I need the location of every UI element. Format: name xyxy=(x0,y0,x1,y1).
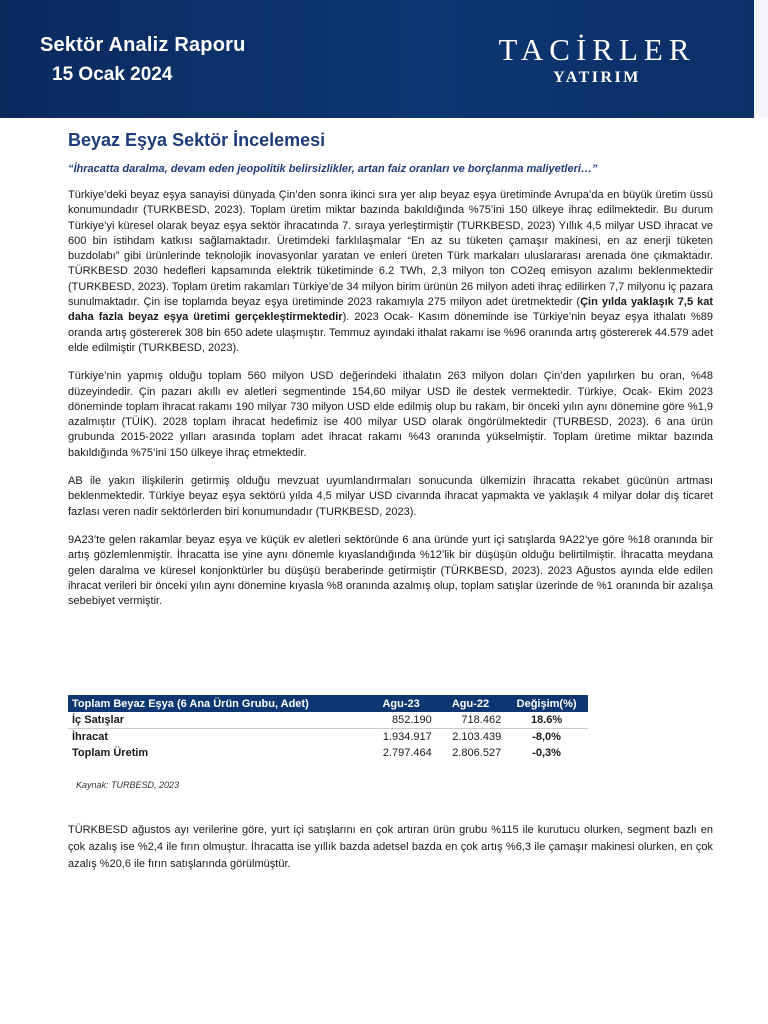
cell-value: 718.462 xyxy=(436,712,505,729)
report-type-title: Sektör Analiz Raporu xyxy=(40,34,246,56)
paragraph-2: Türkiye’nin yapmış olduğu toplam 560 milyon USD değerindeki ithalatın 263 milyon doları Çin’den yapılırken bu oran, %48 düzeyindedir. Çin pazarı akıllı ev aletleri segmentinde 154,60 milyar USD ile destek vermektedir. Türkiye, Ocak- Ekim 2023 döneminde toplam ihracat rakamı 190 milyar 730 milyon USD elde edilmiş olup bu rakam, bir önceki yılın aynı dönemine göre %1,9 azalmıştır (TÜİK). 2028 toplam ihracat hedefimiz ise 400 milyar USD olarak öngörülmektedir (TURBESD, 2023). 6 ana ürün grubunda 2015-2022 yılları arasında toplam adet ihracat rakamı %43 oranında yükselmiştir. Toplam üretime miktar bazında bakıldığında %75’ini 150 ülkeye ihraç etmektedir. xyxy=(68,370,713,459)
table-source: Kaynak: TURBESD, 2023 xyxy=(76,780,180,790)
table-row xyxy=(68,729,588,746)
table-header: Agu-23 xyxy=(366,695,435,712)
production-table xyxy=(68,695,588,761)
logo-sub-text: YATIRIM xyxy=(553,69,641,86)
page-title: Beyaz Eşya Sektör İncelemesi xyxy=(68,130,326,150)
paragraph-1: Türkiye’deki beyaz eşya sanayisi dünyada Çin’den sonra ikinci sıra yer alıp beyaz eşya üretiminde Avrupa’da en büyük üretim üssü konumundadır (TURKBESD, 2023). Toplam üretim miktar bazında bakıldığında %75’ini 150 ülkeye ihraç edilmektedir. Bu durum Türkiye’yi küresel olarak beyaz eşya sektör ihracatında 7. sıraya yerleştirmiştir (TURKBESD, 2023) Yıllık 4,5 milyar USD ihracat ve 600 bin istihdam katkısı sağlamaktadır. Üretimdeki farklılaşmalar “En az su tüketen çamaşır makinesi, en az enerji tüketen buzdolabı” gibi ürünlerinde teknolojik inovasyonlar yaratan ve enleri üreten Türk markaları uluslararası arenada öne çıkmaktadır. TÜRKBESD 2030 hedefleri kapsamında elektrik tüketiminde 6.2 TWh, 2,3 milyon ton CO2eq emisyon azalımı beklenmektedir (TURKBESD, 2023). Toplam üretim rakamları Türkiye’de 34 milyon birim ürünün 26 milyon adeti ihraç edilirken 7,7 milyonu iç pazara sunulmaktadır. Çin ise toplamda beyaz eşya üretiminde 2023 rakamıyla 275 milyon adet üretmektedir (Çin yılda yaklaşık 7,5 kat daha fazla beyaz eşya üretimi gerçekleştirmektedir). 2023 Ocak- Kasım döneminde ise Türkiye’nin beyaz eşya ithalatı %89 oranda artış göstererek 308 bin 650 adete ulaşmıştır. Temmuz ayındaki ithalat rakamı ise %96 oranında artış göstererek 44.579 adet elde edilmiştir (TURKBESD, 2023). xyxy=(68,189,713,354)
summary-quote: “İhracatta daralma, devam eden jeopolitik belirsizlikler, artan faiz oranları ve borçlanma maliyetleri…” xyxy=(68,163,598,175)
report-date: 15 Ocak 2024 xyxy=(52,64,173,85)
cell-value: 2.797.464 xyxy=(382,747,432,759)
row-label: İç Satışlar xyxy=(68,712,366,729)
paragraph-3: AB ile yakın ilişkilerin getirmiş olduğu mevzuat uyumlandırmaları sonucunda ülkemizin ihracatta rekabet gücünün artması beklenmektedir. Türkiye beyaz eşya sektörü yılda 4,5 milyar USD civarında ihracat yapmakta ve yaklaşık 4 milyar dolar dış ticaret fazlası veren nadir sektörlerden biri konumundadır (TURKBESD, 2023). xyxy=(68,475,713,518)
cell-change: -0,3% xyxy=(532,747,561,759)
data-table-wrapper xyxy=(68,695,588,761)
table-row xyxy=(68,745,588,761)
company-logo xyxy=(462,34,732,88)
report-header xyxy=(0,0,768,118)
row-label: Toplam Üretim xyxy=(72,747,149,759)
report-body xyxy=(68,188,713,622)
table-row xyxy=(68,712,588,729)
table-header: Toplam Beyaz Eşya (6 Ana Ürün Grubu, Adet) xyxy=(68,695,366,712)
table-header: Değişim(%) xyxy=(505,695,588,712)
cell-value: 2.103.439 xyxy=(452,731,502,743)
row-label: İhracat xyxy=(72,731,109,743)
paragraph-5: TÜRKBESD ağustos ayı verilerine göre, yurt içi satışlarını en çok artıran ürün grubu %115 ile kurutucu olurken, segment bazlı en çok azalış ise %2,4 ile fırın olmuştur. İhracatta ise yıllık bazda adetsel bazda en çok artış %6,3 ile çamaşır makinesi olurken, en çok azalış %20,6 ile fırın satışlarında görülmüştür. xyxy=(68,824,713,870)
table-header-row xyxy=(68,695,588,712)
highlight-text: Çin yılda yaklaşık 7,5 kat daha fazla beyaz eşya üretimi gerçekleştirmektedir xyxy=(68,296,713,324)
cell-value: 1.934.917 xyxy=(382,731,432,743)
logo-main-text: TACİRLER xyxy=(498,32,696,67)
cell-change: 18.6% xyxy=(505,712,588,729)
cell-value: 852.190 xyxy=(366,712,435,729)
cell-change: -8,0% xyxy=(532,731,561,743)
cell-value: 2.806.527 xyxy=(452,747,502,759)
header-edge xyxy=(754,0,768,118)
paragraph-4: 9A23’te gelen rakamlar beyaz eşya ve küçük ev aletleri sektöründe 6 ana üründe yurt içi satışlarda 9A22’ye göre %18 oranında bir artış gözlemlenmiştir. İhracatta ise yine aynı dönemle kıyaslandığında %12’lik bir düşüşün olduğu belirtilmiştir. İhracatta meydana gelen daralma ve küresel konjonktürler bu düşüşü beraberinde getirmiştir (TÜRKBESD, 2023). 2023 Ağustos ayında elde edilen ihracat verileri bir önceki yılın aynı dönemine kıyasla %8 oranında azalmış olup, toplam satışlar üzerinde de %1 oranında bir azalışa sebebiyet vermiştir. xyxy=(68,533,713,608)
table-header: Agu-22 xyxy=(436,695,505,712)
